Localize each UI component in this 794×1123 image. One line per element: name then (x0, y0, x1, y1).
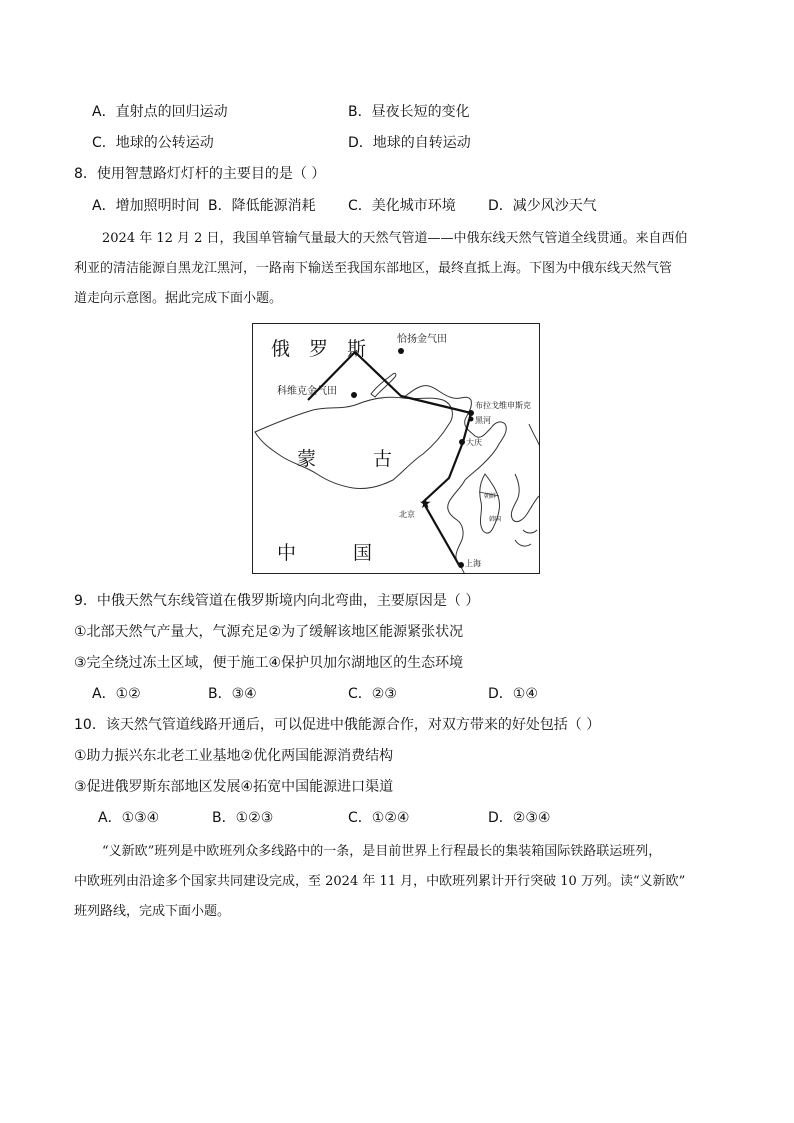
q9-option-a: A．①② (92, 686, 141, 702)
map-label-beijing: 北京 (399, 510, 415, 519)
lake-baikal (371, 373, 396, 397)
map-label-south-korea: 韩国 (489, 516, 502, 523)
q8-stem: 8．使用智慧路灯灯杆的主要目的是（ ） (74, 166, 326, 182)
q7-option-a: A．直射点的回归运动 (92, 104, 228, 120)
map-label-chayanda-field: 恰扬金气田 (397, 334, 447, 345)
passage1-line3: 道走向示意图。据此完成下面小题。 (74, 291, 283, 306)
q9-statements-line1: ①北部天然气产量大，气源充足②为了缓解该地区能源紧张状况 (74, 624, 464, 640)
q8-option-d: D．减少风沙天气 (488, 198, 597, 214)
q9-option-b: B．③④ (208, 686, 257, 702)
q10-statements-line1: ①助力振兴东北老工业基地②优化两国能源消费结构 (74, 748, 394, 764)
passage2-line1: “义新欧”班列是中欧班列众多线路中的一条，是目前世界上行程最长的集装箱国际铁路联运班列， (102, 844, 662, 859)
map-label-russia: 俄 罗 斯 (271, 338, 367, 360)
q10-option-c: C．①②④ (348, 810, 410, 826)
q10-statements-line2: ③促进俄罗斯东部地区发展④拓宽中国能源进口渠道 (74, 779, 394, 795)
passage1-line1: 2024 年 12 月 2 日，我国单管输气量最大的天然气管道——中俄东线天然气管道全线贯通。来自西伯 (102, 231, 688, 246)
mongolia-border (255, 397, 452, 488)
map-label-china: 中 国 (277, 542, 373, 564)
q10-stem: 10．该天然气管道线路开通后，可以促进中俄能源合作，对双方带来的好处包括（ ） (74, 717, 601, 733)
pipeline-map (252, 323, 540, 574)
map-label-blagoveshchensk: 布拉戈维申斯克 (475, 401, 531, 410)
q8-option-b: B．降低能源消耗 (208, 198, 316, 214)
q7-option-d: D．地球的自转运动 (348, 135, 471, 151)
korean-peninsula (480, 474, 500, 533)
q9-option-c: C．②③ (348, 686, 397, 702)
node-daqing (459, 439, 465, 445)
map-label-shanghai: 上海 (465, 559, 481, 568)
map-label-kovykta-field: 科维克金气田 (277, 386, 337, 397)
japan-islands (511, 474, 539, 522)
q9-stem: 9．中俄天然气东线管道在俄罗斯境内向北弯曲，主要原因是（ ） (74, 593, 480, 609)
map-label-north-korea: 朝鲜 (484, 493, 497, 500)
q7-option-c: C．地球的公转运动 (92, 135, 214, 151)
node-shanghai (458, 562, 464, 568)
q7-option-b: B．昼夜长短的变化 (348, 104, 470, 120)
map-label-mongolia: 蒙 古 (297, 448, 393, 470)
passage2-line2: 中欧班列由沿途多个国家共同建设完成，至 2024 年 11 月，中欧班列累计开行突破 10 万列。读“义新欧” (74, 874, 686, 889)
q8-option-c: C．美化城市环境 (348, 198, 456, 214)
map-label-daqing: 大庆 (466, 438, 482, 447)
map-label-heihe: 黑河 (475, 416, 491, 425)
node-heihe (469, 417, 474, 422)
node-chayanda (398, 348, 404, 354)
beijing-star: ★ (419, 496, 432, 512)
node-kovykta (351, 392, 357, 398)
q8-option-a: A．增加照明时间 (92, 198, 200, 214)
q9-statements-line2: ③完全绕过冻土区域，便于施工④保护贝加尔湖地区的生态环境 (74, 655, 464, 671)
q10-option-b: B．①②③ (212, 810, 274, 826)
q10-option-a: A．①③④ (98, 810, 160, 826)
q10-option-d: D．②③④ (488, 810, 551, 826)
passage1-line2: 利亚的清洁能源自黑龙江黑河，一路南下输送至我国东部地区，最终直抵上海。下图为中俄东线天然气管 (74, 261, 673, 276)
passage2-line3: 班列路线，完成下面小题。 (74, 904, 231, 919)
node-blagoveshchensk (468, 410, 474, 416)
q9-option-d: D．①④ (488, 686, 538, 702)
